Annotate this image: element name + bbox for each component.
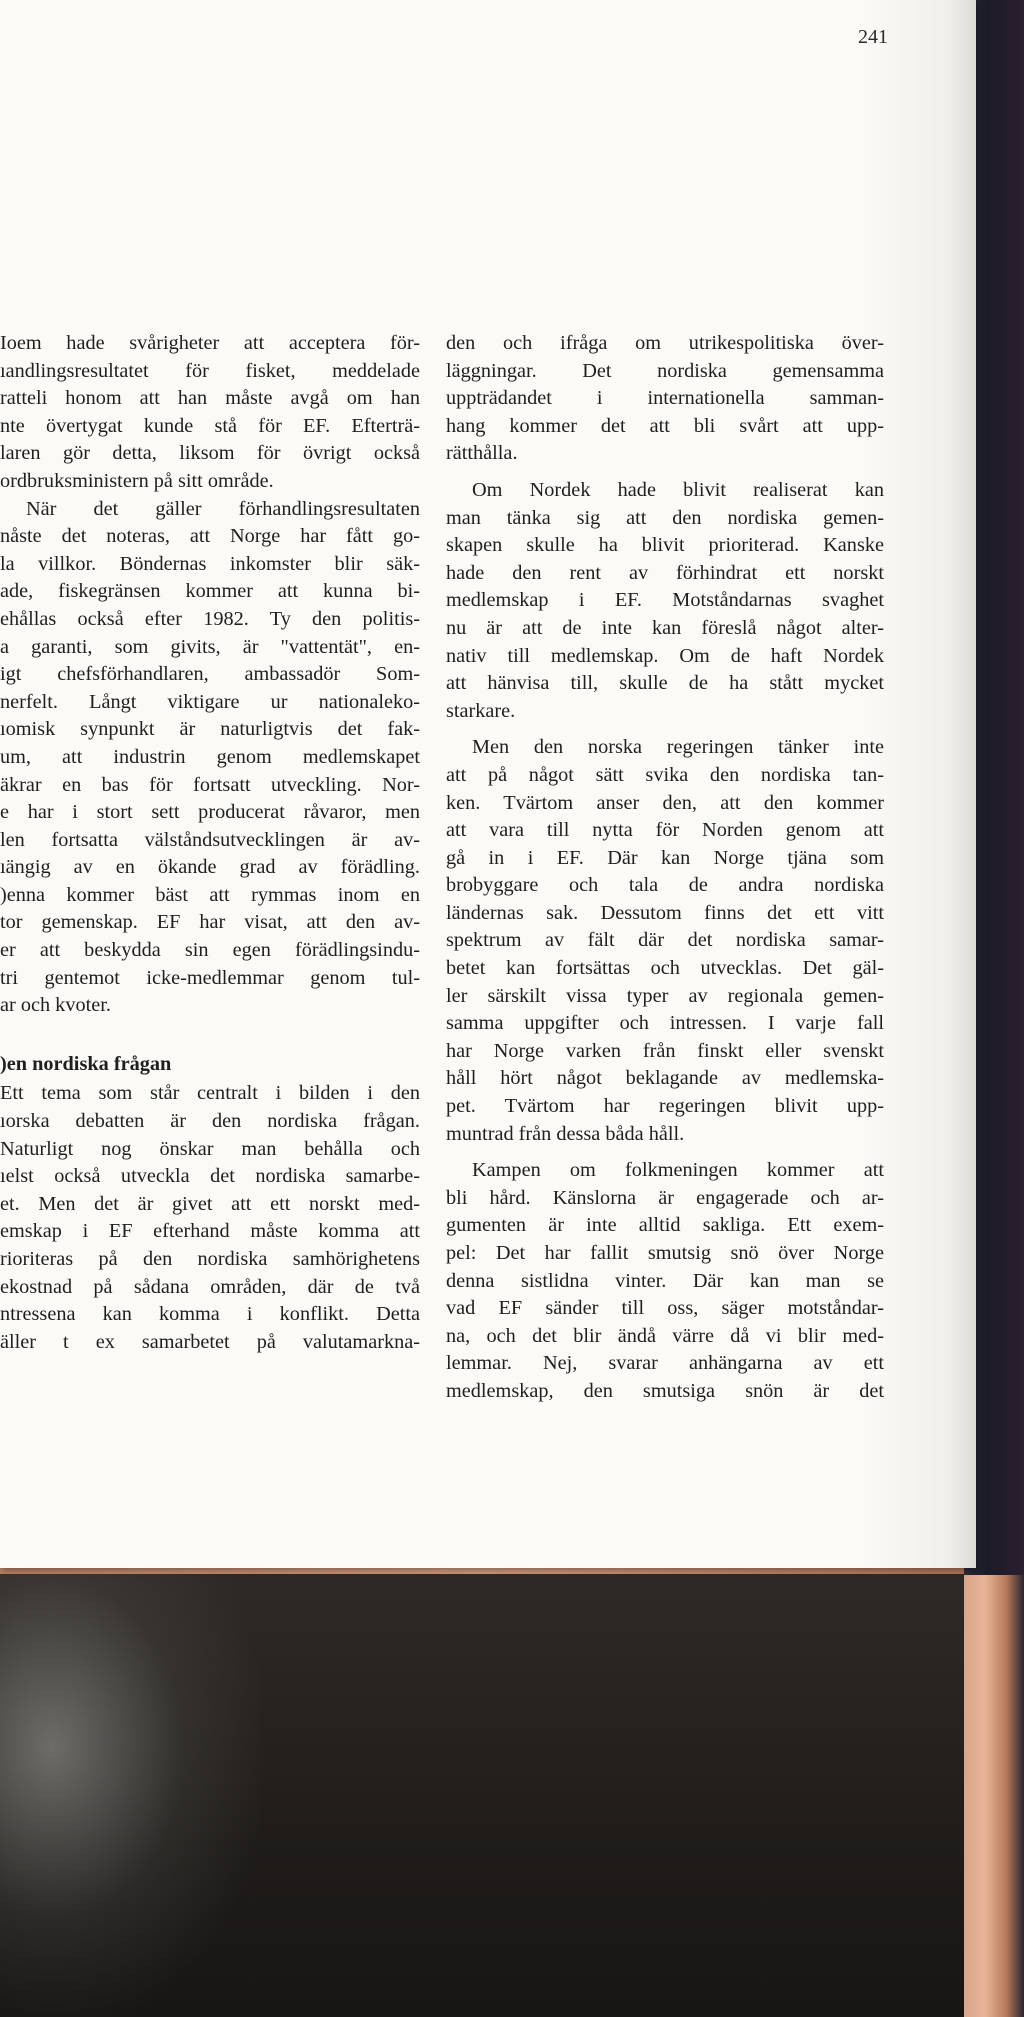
- text-line: nu är att de inte kan föreslå något alter-: [446, 616, 884, 639]
- text-line: har Norge varken från finskt eller svenskt: [446, 1039, 884, 1062]
- book-spine-edge: [964, 1575, 1024, 2017]
- text-line: vad EF sänder till oss, säger motståndar-: [446, 1297, 884, 1320]
- text-line: na, och det blir ändå värre då vi blir med-: [446, 1324, 884, 1347]
- text-line: håll hört något beklagande av medlemska-: [446, 1067, 884, 1090]
- text-line: et. Men det är givet att ett norskt med-: [0, 1192, 420, 1215]
- text-line: rätthålla.: [446, 442, 518, 465]
- page-number: 241: [858, 26, 888, 48]
- text-line: emskap i EF efterhand måste komma att: [0, 1220, 420, 1243]
- text-line: ratteli honom att han måste avgå om han: [0, 387, 420, 410]
- text-line: nåste det noteras, att Norge har fått go-: [0, 525, 420, 548]
- paragraph-gap: [446, 468, 884, 477]
- right-text-column: [446, 330, 884, 1406]
- text-line: ler särskilt vissa typer av regionala gemen-: [446, 984, 884, 1007]
- text-line: Naturligt nog önskar man behålla och: [0, 1137, 420, 1160]
- text-line: medlemskap, den smutsiga snön är det: [446, 1379, 884, 1402]
- paragraph-gap: [446, 1148, 884, 1157]
- section-heading: )en nordiska frågan: [0, 1052, 172, 1075]
- text-line: gå in i EF. Där kan Norge tjäna som: [446, 846, 884, 869]
- text-line: lemmar. Nej, svarar anhängarna av ett: [446, 1352, 884, 1375]
- text-line: Om Nordek hade blivit realiserat kan: [472, 478, 884, 501]
- text-line: len fortsatta välståndsutvecklingen är av-: [0, 828, 420, 851]
- text-line: den och ifråga om utrikespolitiska över-: [446, 332, 884, 354]
- text-line: att hänvisa till, skulle de ha stått mycket: [446, 672, 884, 695]
- text-line: äller t ex samarbetet på valutamarkna-: [0, 1330, 420, 1353]
- page-bottom-edge: [0, 1568, 964, 1574]
- text-line: ıomisk synpunkt är naturligtvis det fak-: [0, 718, 420, 741]
- text-line: e har i stort sett producerat råvaror, men: [0, 801, 420, 824]
- text-line: pet. Tvärtom har regeringen blivit upp-: [446, 1095, 884, 1118]
- text-line: man tänka sig att den nordiska gemen-: [446, 506, 884, 529]
- text-line: hade den rent av förhindrat ett norskt: [446, 561, 884, 584]
- text-line: uppträdandet i internationella samman-: [446, 387, 884, 410]
- text-line: att på något sätt svika den nordiska tan-: [446, 763, 884, 786]
- text-line: Men den norska regeringen tänker inte: [472, 736, 884, 759]
- text-line: ordbruksministern på sitt område.: [0, 469, 274, 492]
- text-line: ekostnad på sådana områden, där de två: [0, 1275, 420, 1298]
- text-line: När det gäller förhandlingsresultaten: [26, 497, 420, 520]
- text-line: ıelst också utveckla det nordiska samarbe-: [0, 1165, 420, 1188]
- text-line: ıängig av en ökande grad av förädling.: [0, 856, 420, 879]
- text-line: a garanti, som givits, är "vattentät", en-: [0, 635, 420, 658]
- text-line: gumenten är inte alltid sakliga. Ett exem-: [446, 1214, 884, 1237]
- text-line: pel: Det har fallit smutsig snö över Norge: [446, 1242, 884, 1264]
- text-line: rioriteras på den nordiska samhörighetens: [0, 1248, 420, 1270]
- section-gap: [0, 1020, 420, 1051]
- text-line: laren gör detta, liksom för övrigt också: [0, 442, 420, 465]
- left-text-column: [0, 330, 420, 1356]
- text-line: att vara till nytta för Norden genom att: [446, 819, 884, 842]
- text-line: tor gemenskap. EF har visat, att den av-: [0, 911, 420, 934]
- text-line: igt chefsförhandlaren, ambassadör Som-: [0, 663, 420, 686]
- text-line: um, att industrin genom medlemskapet: [0, 745, 420, 768]
- text-line: ıandlingsresultatet för fisket, meddelade: [0, 359, 420, 382]
- text-line: ıorska debatten är den nordiska frågan.: [0, 1110, 420, 1133]
- text-line: nte övertygat kunde stå för EF. Efterträ-: [0, 414, 420, 437]
- background-light-fold: [0, 1568, 260, 2017]
- text-line: hang kommer det att bli svårt att upp-: [446, 414, 884, 437]
- text-line: bli hård. Känslorna är engagerade och ar-: [446, 1186, 884, 1209]
- text-line: starkare.: [446, 699, 516, 722]
- text-line: äkrar en bas för fortsatt utveckling. Nor-: [0, 773, 420, 796]
- text-line: nerfelt. Långt viktigare ur nationaleko-: [0, 690, 420, 713]
- text-line: ar och kvoter.: [0, 994, 111, 1017]
- text-line: ehållas också efter 1982. Ty den politis-: [0, 607, 420, 630]
- text-line: brobyggare och tala de andra nordiska: [446, 874, 884, 897]
- text-line: muntrad från dessa båda håll.: [446, 1122, 685, 1145]
- text-line: spektrum av fält där det nordiska samar-: [446, 929, 884, 952]
- text-line: Kampen om folkmeningen kommer att: [472, 1159, 884, 1182]
- text-line: )enna kommer bäst att rymmas inom en: [0, 883, 420, 906]
- text-line: betet kan fortsättas och utvecklas. Det gäl-: [446, 957, 884, 980]
- text-line: ländernas sak. Dessutom finns det ett vitt: [446, 901, 884, 924]
- text-line: medlemskap i EF. Motståndarnas svaghet: [446, 589, 884, 612]
- text-line: Ett tema som står centralt i bilden i den: [0, 1082, 420, 1105]
- text-line: Ioem hade svårigheter att acceptera för-: [0, 332, 420, 354]
- text-line: tri gentemot icke-medlemmar genom tul-: [0, 966, 420, 989]
- text-line: ken. Tvärtom anser den, att den kommer: [446, 791, 884, 814]
- text-line: nativ till medlemskap. Om de haft Nordek: [446, 644, 884, 667]
- text-line: ade, fiskegränsen kommer att kunna bi-: [0, 580, 420, 603]
- text-line: er att beskydda sin egen förädlingsindu-: [0, 939, 420, 962]
- text-line: samma uppgifter och intressen. I varje fall: [446, 1012, 884, 1035]
- paragraph-gap: [446, 725, 884, 734]
- text-line: la villkor. Böndernas inkomster blir säk-: [0, 552, 420, 575]
- text-line: ntressena kan komma i konflikt. Detta: [0, 1303, 420, 1326]
- text-line: denna sistlidna vinter. Där kan man se: [446, 1269, 884, 1292]
- text-line: skapen skulle ha blivit prioriterad. Kanske: [446, 534, 884, 557]
- text-line: läggningar. Det nordiska gemensamma: [446, 359, 884, 382]
